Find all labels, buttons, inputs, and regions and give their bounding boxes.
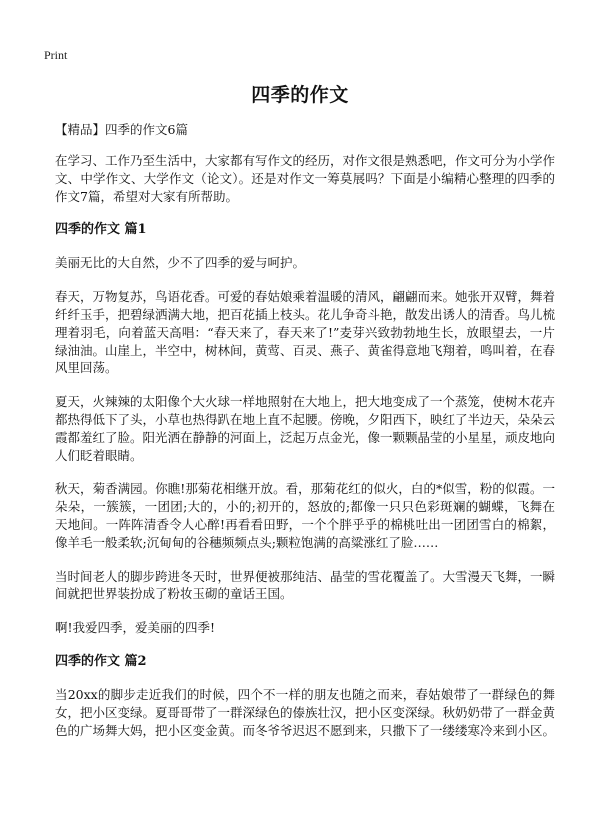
paragraph-summer: 夏天，火辣辣的太阳像个大火球一样地照射在大地上，把大地变成了一个蒸笼，使树木花卉都热得低下了头，小草也热得趴在地上直不起腰。傍晚，夕阳西下，映红了半边天，朵朵云霞都羞红了脸。阳光洒在静静的河面上，泛起万点金光，像一颗颗晶莹的小星星，顽皮地向人们眨着眼睛。	[55, 394, 556, 463]
paragraph: 美丽无比的大自然，少不了四季的爱与呵护。	[55, 255, 306, 271]
intro-paragraph: 在学习、工作乃至生活中，大家都有写作文的经历，对作文很是熟悉吧，作文可分为小学作文、中学作文、大学作文（论文）。还是对作文一筹莫展吗？下面是小编精心整理的四季的作文7篇，希望对大家有所帮助。	[55, 153, 556, 204]
paragraph-autumn: 秋天，菊香满园。你瞧!那菊花相继开放。看，那菊花红的似火，白的*似雪，粉的似霞。一朵朵，一簇簇，一团团;大的，小的;初开的，怒放的;都像一只只色彩斑斓的蝴蝶，飞舞在天地间。一阵阵清香令人心醉!再看看田野，一个个胖乎乎的棉桃吐出一团团雪白的棉絮，像羊毛一般柔软;沉甸甸的谷穗频频点头;颗粒饱满的高粱涨红了脸……	[55, 481, 555, 550]
paragraph: 当20xx的脚步走近我们的时候，四个不一样的朋友也随之而来，春姑娘带了一群绿色的舞女，把小区变绿。夏哥哥带了一群深绿色的傣族壮汉，把小区变深绿。秋奶奶带了一群金黄色的广场舞大妈，把小区变金黄。而冬爷爷迟迟不愿到来，只撒下了一缕缕寒冷来到小区。	[55, 686, 556, 738]
paragraph-spring: 春天，万物复苏，鸟语花香。可爱的春姑娘乘着温暖的清风，翩翩而来。她张开双臂，舞着纤纤玉手，把碧绿洒满大地，把百花插上枝头。花儿争奇斗艳，散发出诱人的清香。鸟儿梳理着羽毛，向着蓝天高唱：“春天来了，春天来了!”麦芽兴致勃勃地生长，放眼望去，一片绿油油。山崖上，半空中，树林间，黄莺、百灵、燕子、黄雀得意地飞翔着，鸣叫着，在春风里回荡。	[55, 289, 556, 376]
section-heading: 四季的作文 篇2	[55, 653, 147, 669]
paragraph-closing: 啊!我爱四季，爱美丽的四季!	[55, 620, 216, 636]
essay-section-2	[55, 653, 555, 739]
section-heading: 四季的作文 篇1	[55, 222, 147, 238]
document-subtitle: 【精品】四季的作文6篇	[55, 122, 188, 137]
paragraph-winter: 当时间老人的脚步跨进冬天时，世界便被那纯洁、晶莹的雪花覆盖了。大雪漫天飞舞，一瞬间就把世界装扮成了粉妆玉砌的童话王国。	[55, 568, 556, 602]
document-title: 四季的作文	[251, 84, 349, 106]
essay-section-1	[55, 221, 555, 637]
document-body	[55, 121, 555, 755]
print-link[interactable]: Print	[44, 48, 68, 62]
